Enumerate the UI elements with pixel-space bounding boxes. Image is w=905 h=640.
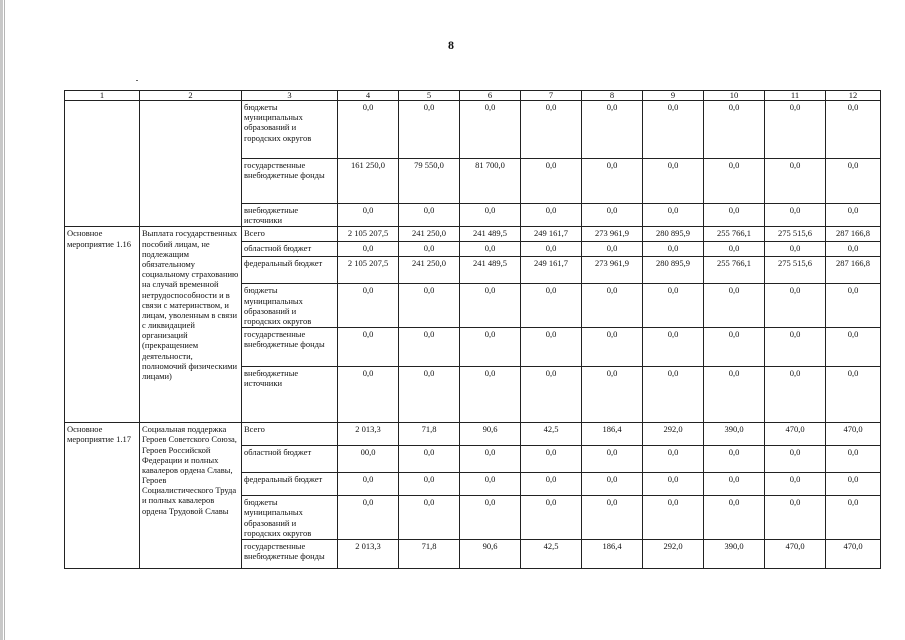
source-cell: государственные внебюджетные фонды xyxy=(242,159,338,204)
empty-name-cell xyxy=(140,101,242,227)
source-cell: областной бюджет xyxy=(242,446,338,473)
value-cell: 0,0 xyxy=(765,473,826,496)
value-cell: 0,0 xyxy=(460,284,521,328)
value-cell: 0,0 xyxy=(765,159,826,204)
value-cell: 0,0 xyxy=(582,328,643,367)
empty-code-cell xyxy=(65,101,140,227)
value-cell: 0,0 xyxy=(521,204,582,227)
value-cell: 292,0 xyxy=(643,539,704,568)
value-cell: 0,0 xyxy=(704,367,765,423)
value-cell: 0,0 xyxy=(704,242,765,257)
header-cell: 9 xyxy=(643,91,704,101)
value-cell: 0,0 xyxy=(826,473,881,496)
page-number: 8 xyxy=(448,38,454,52)
value-cell: 0,0 xyxy=(582,159,643,204)
header-cell: 5 xyxy=(399,91,460,101)
value-cell: 0,0 xyxy=(765,101,826,159)
scan-speck xyxy=(136,80,138,81)
header-cell: 4 xyxy=(338,91,399,101)
value-cell: 0,0 xyxy=(643,159,704,204)
value-cell: 249 161,7 xyxy=(521,257,582,284)
value-cell: 241 489,5 xyxy=(460,227,521,242)
value-cell: 0,0 xyxy=(704,101,765,159)
source-cell: государственные внебюджетные фонды xyxy=(242,328,338,367)
budget-table xyxy=(64,90,881,569)
value-cell: 0,0 xyxy=(521,446,582,473)
value-cell: 0,0 xyxy=(338,473,399,496)
header-cell: 8 xyxy=(582,91,643,101)
value-cell: 0,0 xyxy=(521,242,582,257)
value-cell: 273 961,9 xyxy=(582,257,643,284)
value-cell: 2 105 207,5 xyxy=(338,257,399,284)
value-cell: 0,0 xyxy=(704,473,765,496)
value-cell: 0,0 xyxy=(460,204,521,227)
value-cell: 0,0 xyxy=(765,446,826,473)
value-cell: 0,0 xyxy=(521,159,582,204)
value-cell: 0,0 xyxy=(826,101,881,159)
value-cell: 0,0 xyxy=(460,101,521,159)
source-cell: Всего xyxy=(242,423,338,446)
value-cell: 390,0 xyxy=(704,423,765,446)
source-cell: федеральный бюджет xyxy=(242,473,338,496)
value-cell: 249 161,7 xyxy=(521,227,582,242)
value-cell: 0,0 xyxy=(338,242,399,257)
value-cell: 90,6 xyxy=(460,423,521,446)
value-cell: 0,0 xyxy=(521,496,582,540)
value-cell: 2 013,3 xyxy=(338,539,399,568)
value-cell: 0,0 xyxy=(704,496,765,540)
value-cell: 0,0 xyxy=(338,101,399,159)
value-cell: 0,0 xyxy=(826,284,881,328)
value-cell: 390,0 xyxy=(704,539,765,568)
value-cell: 280 895,9 xyxy=(643,227,704,242)
value-cell: 0,0 xyxy=(399,204,460,227)
value-cell: 90,6 xyxy=(460,539,521,568)
value-cell: 0,0 xyxy=(338,284,399,328)
value-cell: 71,8 xyxy=(399,423,460,446)
value-cell: 0,0 xyxy=(643,284,704,328)
value-cell: 186,4 xyxy=(582,423,643,446)
value-cell: 0,0 xyxy=(399,328,460,367)
value-cell: 0,0 xyxy=(582,242,643,257)
value-cell: 470,0 xyxy=(826,423,881,446)
value-cell: 0,0 xyxy=(704,159,765,204)
header-row xyxy=(65,91,881,101)
value-cell: 275 515,6 xyxy=(765,227,826,242)
measure-code-cell: Основное мероприятие 1.17 xyxy=(65,423,140,569)
value-cell: 0,0 xyxy=(460,473,521,496)
header-cell: 6 xyxy=(460,91,521,101)
value-cell: 0,0 xyxy=(399,284,460,328)
value-cell: 0,0 xyxy=(460,242,521,257)
header-cell: 7 xyxy=(521,91,582,101)
value-cell: 0,0 xyxy=(643,367,704,423)
value-cell: 0,0 xyxy=(521,328,582,367)
header-cell: 11 xyxy=(765,91,826,101)
value-cell: 00,0 xyxy=(338,446,399,473)
value-cell: 0,0 xyxy=(338,204,399,227)
value-cell: 470,0 xyxy=(826,539,881,568)
header-cell: 12 xyxy=(826,91,881,101)
value-cell: 0,0 xyxy=(826,328,881,367)
header-cell: 10 xyxy=(704,91,765,101)
value-cell: 0,0 xyxy=(826,367,881,423)
value-cell: 275 515,6 xyxy=(765,257,826,284)
value-cell: 0,0 xyxy=(521,284,582,328)
value-cell: 0,0 xyxy=(643,446,704,473)
value-cell: 292,0 xyxy=(643,423,704,446)
value-cell: 0,0 xyxy=(399,473,460,496)
value-cell: 0,0 xyxy=(643,496,704,540)
value-cell: 0,0 xyxy=(399,101,460,159)
value-cell: 0,0 xyxy=(704,284,765,328)
value-cell: 71,8 xyxy=(399,539,460,568)
value-cell: 0,0 xyxy=(521,367,582,423)
header-cell: 3 xyxy=(242,91,338,101)
value-cell: 241 489,5 xyxy=(460,257,521,284)
value-cell: 0,0 xyxy=(765,367,826,423)
value-cell: 0,0 xyxy=(704,204,765,227)
value-cell: 0,0 xyxy=(765,496,826,540)
scan-edge-line xyxy=(4,0,5,640)
value-cell: 0,0 xyxy=(826,446,881,473)
value-cell: 0,0 xyxy=(399,446,460,473)
value-cell: 470,0 xyxy=(765,423,826,446)
value-cell: 0,0 xyxy=(460,446,521,473)
value-cell: 0,0 xyxy=(399,242,460,257)
measure-name-cell: Социальная поддержка Героев Советского Союза, Героев Российской Федерации и полных кавалеров ордена Славы, Героев Социалистического Труда и полных кавалеров ордена Трудовой Славы xyxy=(140,423,242,569)
value-cell: 0,0 xyxy=(704,328,765,367)
value-cell: 0,0 xyxy=(643,473,704,496)
value-cell: 0,0 xyxy=(399,496,460,540)
value-cell: 2 013,3 xyxy=(338,423,399,446)
value-cell: 0,0 xyxy=(826,496,881,540)
source-cell: Всего xyxy=(242,227,338,242)
value-cell: 0,0 xyxy=(521,473,582,496)
table-row xyxy=(65,101,881,159)
value-cell: 273 961,9 xyxy=(582,227,643,242)
source-cell: внебюджетные источники xyxy=(242,367,338,423)
header-cell: 1 xyxy=(65,91,140,101)
value-cell: 470,0 xyxy=(765,539,826,568)
value-cell: 79 550,0 xyxy=(399,159,460,204)
scan-edge xyxy=(0,0,3,640)
source-cell: бюджеты муниципальных образований и городских округов xyxy=(242,284,338,328)
value-cell: 161 250,0 xyxy=(338,159,399,204)
source-cell: бюджеты муниципальных образований и городских округов xyxy=(242,101,338,159)
source-cell: внебюджетные источники xyxy=(242,204,338,227)
value-cell: 0,0 xyxy=(582,473,643,496)
value-cell: 42,5 xyxy=(521,539,582,568)
value-cell: 0,0 xyxy=(704,446,765,473)
value-cell: 0,0 xyxy=(399,367,460,423)
source-cell: федеральный бюджет xyxy=(242,257,338,284)
value-cell: 0,0 xyxy=(338,367,399,423)
value-cell: 0,0 xyxy=(460,496,521,540)
source-cell: областной бюджет xyxy=(242,242,338,257)
measure-name-cell: Выплата государственных пособий лицам, не подлежащим обязательному социальному страхованию на случай временной нетрудоспособности и в связи с материнством, и лицам, уволенным в связи с ликвидацией организаций (прекращением деятельности, полномочий физическими лицами) xyxy=(140,227,242,423)
value-cell: 0,0 xyxy=(460,328,521,367)
source-cell: бюджеты муниципальных образований и городских округов xyxy=(242,496,338,540)
value-cell: 0,0 xyxy=(643,204,704,227)
value-cell: 0,0 xyxy=(582,284,643,328)
table-row xyxy=(65,423,881,446)
value-cell: 280 895,9 xyxy=(643,257,704,284)
value-cell: 0,0 xyxy=(582,204,643,227)
value-cell: 0,0 xyxy=(765,242,826,257)
value-cell: 255 766,1 xyxy=(704,227,765,242)
value-cell: 0,0 xyxy=(582,367,643,423)
value-cell: 0,0 xyxy=(338,328,399,367)
value-cell: 81 700,0 xyxy=(460,159,521,204)
value-cell: 0,0 xyxy=(826,204,881,227)
value-cell: 0,0 xyxy=(582,446,643,473)
value-cell: 287 166,8 xyxy=(826,227,881,242)
value-cell: 0,0 xyxy=(521,101,582,159)
value-cell: 287 166,8 xyxy=(826,257,881,284)
value-cell: 0,0 xyxy=(582,496,643,540)
value-cell: 0,0 xyxy=(826,159,881,204)
value-cell: 42,5 xyxy=(521,423,582,446)
value-cell: 0,0 xyxy=(460,367,521,423)
measure-code-cell: Основное мероприятие 1.16 xyxy=(65,227,140,423)
header-cell: 2 xyxy=(140,91,242,101)
value-cell: 241 250,0 xyxy=(399,227,460,242)
value-cell: 2 105 207,5 xyxy=(338,227,399,242)
value-cell: 0,0 xyxy=(765,204,826,227)
value-cell: 186,4 xyxy=(582,539,643,568)
value-cell: 255 766,1 xyxy=(704,257,765,284)
value-cell: 241 250,0 xyxy=(399,257,460,284)
value-cell: 0,0 xyxy=(826,242,881,257)
value-cell: 0,0 xyxy=(765,284,826,328)
value-cell: 0,0 xyxy=(338,496,399,540)
value-cell: 0,0 xyxy=(643,242,704,257)
value-cell: 0,0 xyxy=(643,101,704,159)
table-row xyxy=(65,227,881,242)
value-cell: 0,0 xyxy=(765,328,826,367)
source-cell: государственные внебюджетные фонды xyxy=(242,539,338,568)
value-cell: 0,0 xyxy=(582,101,643,159)
value-cell: 0,0 xyxy=(643,328,704,367)
